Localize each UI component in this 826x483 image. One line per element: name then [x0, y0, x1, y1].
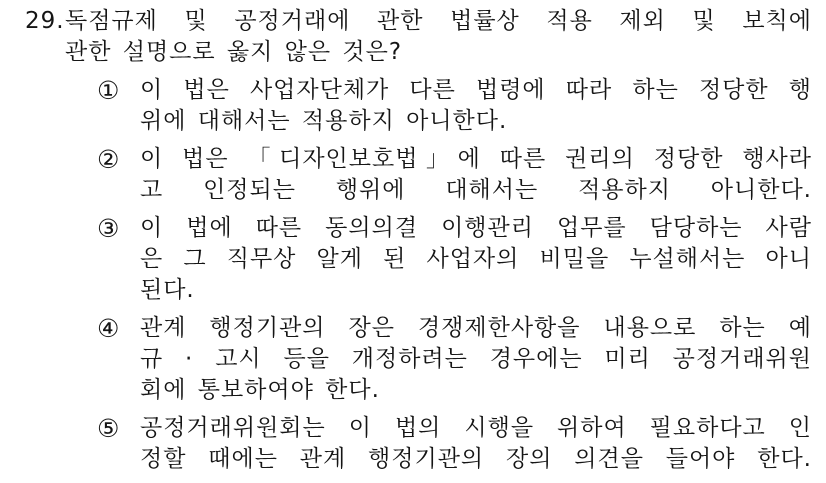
option-1	[25, 75, 812, 137]
option-4-marker: ④	[97, 314, 121, 343]
question-line: 독점규제 및 공정거래에 관한 법률상 적용 제외 및 보칙에	[65, 8, 812, 34]
option-4-text	[140, 313, 812, 406]
option-line: 공정거래위원회는 이 법의 시행을 위하여 필요하다고 인	[140, 415, 812, 441]
option-line: 고 인정되는 행위에 대해서는 적용하지 아니한다.	[140, 177, 812, 203]
question-text	[65, 6, 812, 68]
option-2-marker: ②	[97, 145, 121, 174]
option-5-marker: ⑤	[97, 414, 121, 443]
option-1-marker: ①	[97, 76, 121, 105]
option-line: 이 법은 사업자단체가 다른 법령에 따라 하는 정당한 행	[140, 77, 812, 103]
option-4	[25, 313, 812, 406]
option-line: 정할 때에는 관계 행정기관의 장의 의견을 들어야 한다.	[140, 446, 812, 472]
option-line: 된다.	[140, 277, 195, 303]
option-line: 이 법에 따른 동의의결 이행관리 업무를 담당하는 사람	[140, 215, 812, 241]
question-line: 관한 설명으로 옳지 않은 것은?	[65, 39, 403, 65]
option-2-text	[140, 144, 812, 206]
option-2	[25, 144, 812, 206]
option-line: 은 그 직무상 알게 된 사업자의 비밀을 누설해서는 아니	[140, 246, 812, 272]
option-line: 위에 대해서는 적용하지 아니한다.	[140, 108, 508, 134]
option-line: 회에 통보하여야 한다.	[140, 377, 380, 403]
option-line: 규 · 고시 등을 개정하려는 경우에는 미리 공정거래위원	[140, 346, 812, 372]
option-line: 이 법은 「디자인보호법」에 따른 권리의 정당한 행사라	[140, 146, 812, 172]
option-3	[25, 213, 812, 306]
option-1-text	[140, 75, 812, 137]
option-5-text	[140, 413, 812, 475]
question-number: 29.	[25, 8, 65, 34]
options-list	[25, 75, 812, 475]
option-line: 관계 행정기관의 장은 경쟁제한사항을 내용으로 하는 예	[140, 315, 812, 341]
option-3-marker: ③	[97, 214, 121, 243]
option-5	[25, 413, 812, 475]
question-block	[25, 6, 812, 68]
option-3-text	[140, 213, 812, 306]
